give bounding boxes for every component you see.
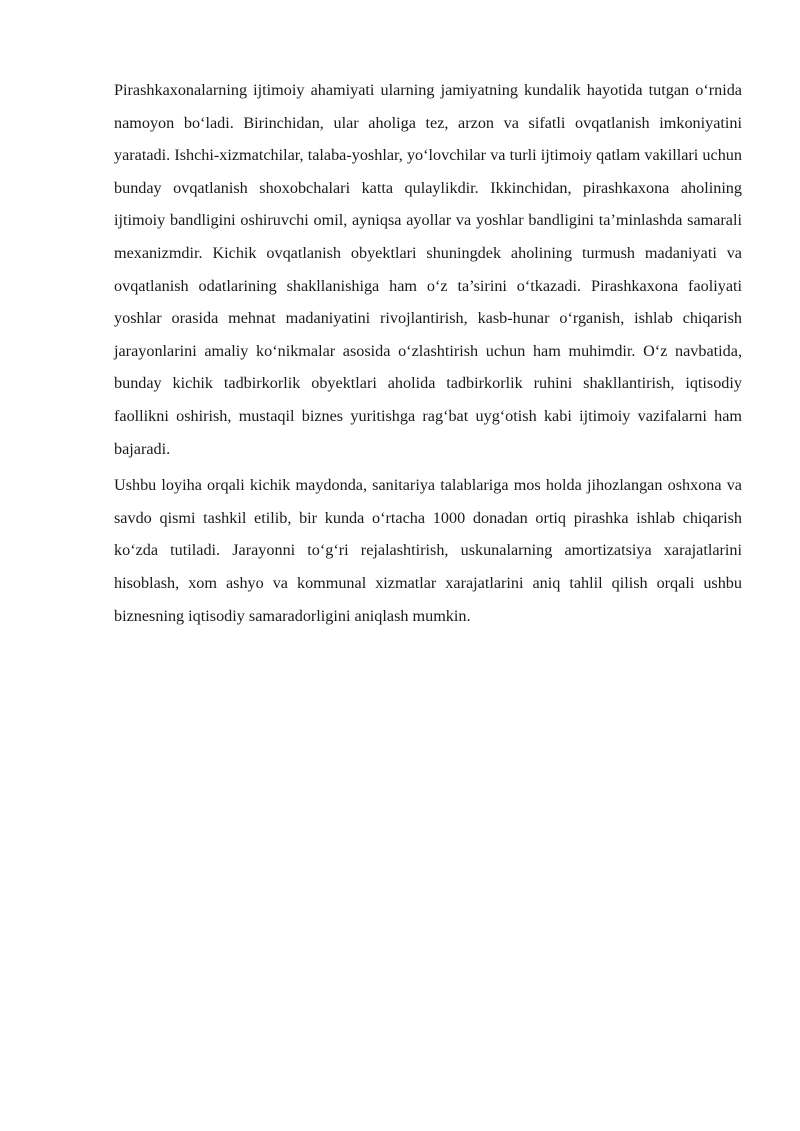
paragraph-social-significance: Pirashkaxonalarning ijtimoiy ahamiyati ularning jamiyatning kundalik hayotida tutgan o‘rnida namoyon bo‘ladi. Birinchidan, ular aholiga tez, arzon va sifatli ovqatlanish imkoniyatini yaratadi. Ishchi-xizmatchilar, talaba-yoshlar, yo‘lovchilar va turli ijtimoiy qatlam vakillari uchun bunday ovqatlanish shoxobchalari katta qulaylikdir. Ikkinchidan, pirashkaxona aholining ijtimoiy bandligini oshiruvchi omil, ayniqsa ayollar va yoshlar bandligini ta’minlashda samarali mexanizmdir. Kichik ovqatlanish obyektlari shuningdek aholining turmush madaniyati va ovqatlanish odatlarining shakllanishiga ham o‘z ta’sirini o‘tkazadi. Pirashkaxona faoliyati yoshlar orasida mehnat madaniyatini rivojlantirish, kasb-hunar o‘rganish, ishlab chiqarish jarayonlarini amaliy ko‘nikmalar asosida o‘zlashtirish uchun ham muhimdir. O‘z navbatida, bunday kichik tadbirkorlik obyektlari aholida tadbirkorlik ruhini shakllantirish, iqtisodiy faollikni oshirish, mustaqil biznes yuritishga rag‘bat uyg‘otish kabi ijtimoiy vazifalarni ham bajaradi. [114, 81, 742, 458]
paragraph-project-description: Ushbu loyiha orqali kichik maydonda, sanitariya talablariga mos holda jihozlangan oshxona va savdo qismi tashkil etilib, bir kunda o‘rtacha 1000 donadan ortiq pirashka ishlab chiqarish ko‘zda tutiladi. Jarayonni to‘g‘ri rejalashtirish, uskunalarning amortizatsiya xarajatlarini hisoblash, xom ashyo va kommunal xizmatlar xarajatlarini aniq tahlil qilish orqali ushbu biznesning iqtisodiy samaradorligini aniqlash mumkin. [114, 476, 742, 625]
document-body [114, 74, 742, 632]
